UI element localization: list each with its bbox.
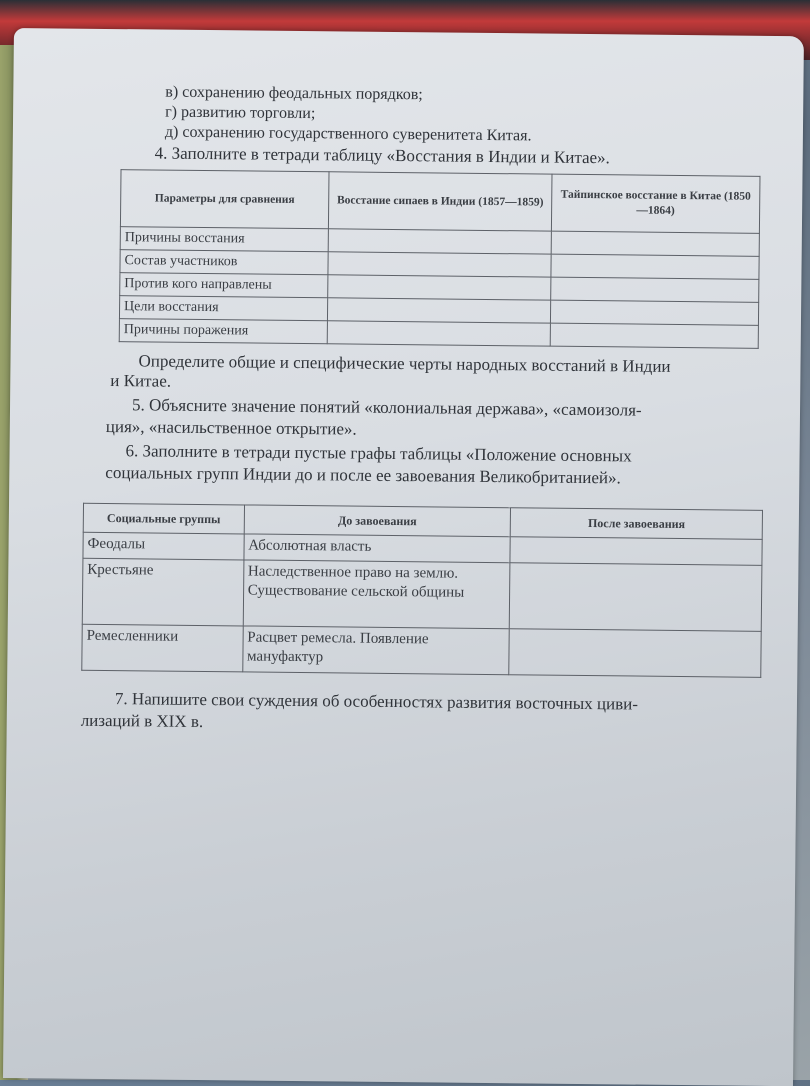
table-header-cell: До завоевания — [244, 505, 511, 537]
task-6: 6. Заполните в тетради пустые графы таблицы «Положение основных — [125, 441, 632, 466]
empty-cell — [327, 321, 550, 346]
empty-cell — [551, 231, 759, 256]
table-header-cell: Тайпинское восстание в Китае (1850—1864) — [551, 174, 760, 233]
table-header-cell: Восстание сипаев в Индии (1857—1859) — [329, 172, 552, 231]
table-row — [82, 624, 761, 677]
empty-cell — [551, 277, 759, 302]
row-label: Причины восстания — [120, 227, 328, 252]
table-header-cell: Параметры для сравнения — [120, 170, 329, 229]
after-cell — [509, 629, 761, 678]
paragraph-line: Определите общие и специфические черты народных восстаний в Индии — [138, 351, 671, 376]
group-cell: Феодалы — [83, 532, 244, 560]
task-7-cont: лизаций в XIX в. — [80, 710, 204, 732]
row-label: Причины поражения — [119, 319, 327, 344]
row-label: Состав участников — [120, 250, 328, 275]
table-row — [82, 558, 762, 631]
row-label: Цели восстания — [119, 296, 327, 321]
empty-cell — [328, 298, 551, 323]
task-5-cont: ция», «насильственное открытие». — [105, 416, 357, 439]
empty-cell — [328, 229, 551, 254]
page-content — [3, 28, 804, 1086]
after-cell — [510, 537, 762, 566]
empty-cell — [550, 323, 758, 348]
empty-cell — [550, 300, 758, 325]
empty-cell — [551, 254, 759, 279]
task-4: 4. Заполните в тетради таблицу «Восстания в Индии и Китае». — [154, 143, 610, 168]
table-header-cell: Социальные группы — [83, 503, 244, 534]
table-header-cell: После завоевания — [511, 508, 763, 540]
after-cell — [510, 563, 762, 632]
row-label: Против кого направлены — [120, 273, 328, 298]
table-header-row — [120, 170, 760, 234]
before-cell: Расцвет ремесла. Появление мануфактур — [242, 626, 509, 675]
social-groups-table — [81, 503, 763, 678]
empty-cell — [328, 252, 551, 277]
before-cell: Наследственное право на землю. Существование сельской общины — [243, 560, 510, 629]
option-d: д) сохранению государственного суверенитета Китая. — [164, 123, 532, 145]
empty-cell — [328, 275, 551, 300]
task-7: 7. Напишите свои суждения об особенностях развития восточных циви- — [114, 689, 639, 714]
task-5: 5. Объясните значение понятий «колониальная держава», «самоизоля- — [131, 395, 642, 420]
group-cell: Крестьяне — [82, 558, 243, 626]
uprisings-table — [119, 169, 761, 349]
group-cell: Ремесленники — [82, 624, 243, 672]
textbook-page — [3, 28, 804, 1086]
task-6-cont: социальных групп Индии до и после ее завоевания Великобританией». — [105, 462, 621, 488]
option-g: г) развитию торговли; — [165, 103, 316, 123]
paragraph-line: и Китае. — [110, 371, 172, 391]
before-cell: Абсолютная власть — [244, 534, 511, 563]
option-v: в) сохранению феодальных порядков; — [165, 83, 423, 104]
